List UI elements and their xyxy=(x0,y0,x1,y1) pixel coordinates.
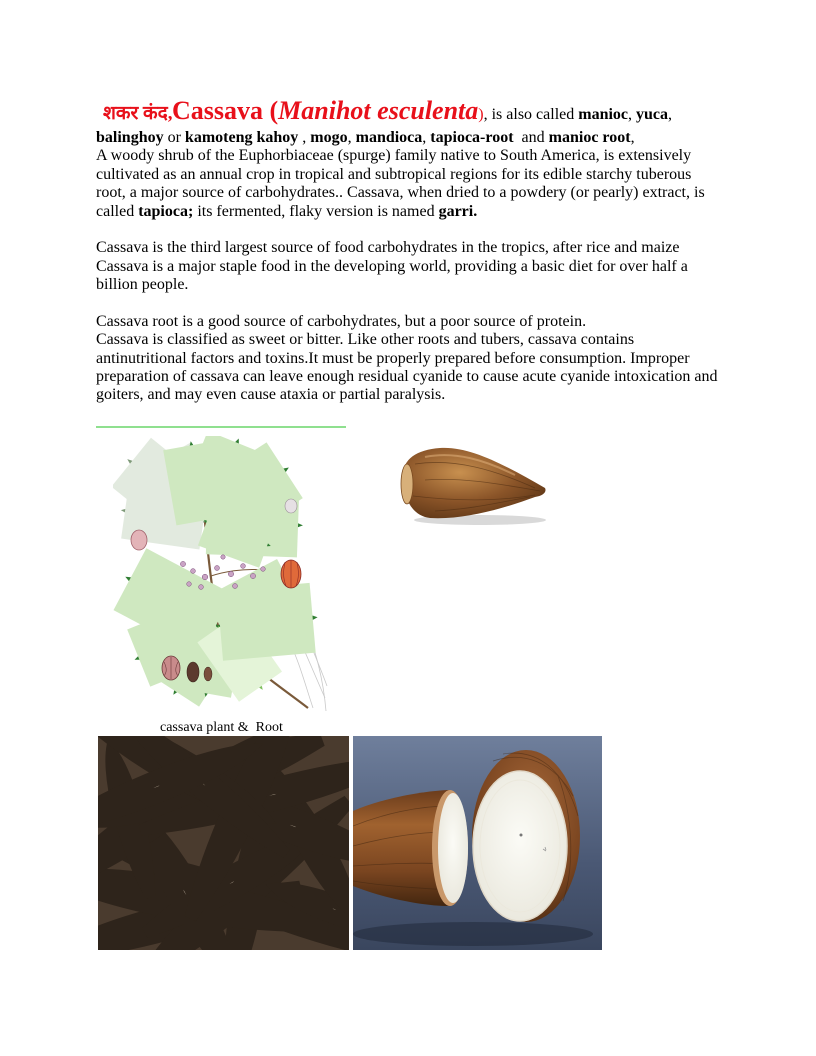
alt-name: manioc root xyxy=(548,129,631,146)
leaf xyxy=(202,515,273,554)
core-dot xyxy=(520,834,523,837)
seed xyxy=(187,662,199,682)
flower xyxy=(261,567,266,572)
paragraph-line: Cassava is the third largest source of food carbohydrates in the tropics, after rice and maize xyxy=(96,239,680,257)
flower xyxy=(202,574,208,580)
paragraph-line: A woody shrub of the Euphorbiaceae (spurge) family native to South America, is extensively xyxy=(96,147,692,165)
term-tapioca: tapioca; xyxy=(138,202,194,220)
flower xyxy=(250,573,255,578)
seed-capsule xyxy=(162,656,180,680)
alt-name: yuca xyxy=(636,106,669,123)
separator: , xyxy=(422,129,431,146)
paragraph-line: antinutritional factors and toxins.It must be properly prepared before consumption. Improper xyxy=(96,349,690,367)
flower xyxy=(199,585,204,590)
flower xyxy=(221,555,225,559)
alt-name: mandioca xyxy=(355,129,423,146)
root-piece-right xyxy=(472,750,580,922)
figure-caption: cassava plant & Root xyxy=(160,720,283,735)
names-line xyxy=(96,129,718,147)
heading-line xyxy=(103,96,672,130)
flower xyxy=(233,584,238,589)
root-piece-left xyxy=(353,790,468,906)
cassava-root-image xyxy=(395,440,555,530)
separator: , xyxy=(668,106,673,123)
term-garri: garri. xyxy=(438,202,478,220)
paragraph-line: billion people. xyxy=(96,276,189,294)
separator: or xyxy=(163,129,185,146)
flower xyxy=(191,569,196,574)
green-divider xyxy=(96,426,346,428)
separator: , xyxy=(298,129,311,146)
root-cut-end xyxy=(401,464,413,504)
alt-name: mogo xyxy=(310,129,348,146)
scientific-name: Manihot esculenta xyxy=(278,96,479,125)
flower xyxy=(228,571,233,576)
blank-line xyxy=(96,295,718,313)
leaf-midrib xyxy=(206,522,267,544)
cut-face xyxy=(473,771,567,921)
paragraph-line: root, a major source of carbohydrates.. Cassava, when dried to a powdery (or pearly) extract, is xyxy=(96,184,705,202)
paragraph-line: Cassava is a major staple food in the developing world, providing a basic diet for over half a xyxy=(96,257,688,275)
separator: and xyxy=(513,129,549,146)
leaf xyxy=(217,606,319,637)
separator: , xyxy=(347,129,356,146)
flower xyxy=(187,582,192,587)
cut-face xyxy=(438,793,468,903)
paragraph-line: Cassava root is a good source of carbohydrates, but a poor source of protein. xyxy=(96,312,587,330)
fruit-capsule xyxy=(281,560,301,588)
alt-name: manioc xyxy=(578,106,629,123)
close-paren: ) xyxy=(478,106,484,123)
alt-name: balinghoy xyxy=(96,129,164,146)
paragraph-line: Cassava is classified as sweet or bitter. Like other roots and tubers, cassava contains xyxy=(96,331,635,349)
flower-bell xyxy=(131,530,147,550)
cassava-plant-illustration xyxy=(113,436,328,716)
flower xyxy=(241,564,246,569)
separator: , xyxy=(630,129,635,146)
alt-name: kamoteng kahoy xyxy=(184,129,299,146)
common-name: Cassava ( xyxy=(172,96,279,125)
dried-roots-photo xyxy=(98,736,349,950)
flower xyxy=(180,561,185,566)
leaf-midrib xyxy=(220,618,313,626)
hindi-name: शकर कंद, xyxy=(103,103,173,124)
shadow xyxy=(353,922,593,946)
alt-name: tapioca-root xyxy=(430,129,514,146)
flower xyxy=(215,566,220,571)
body-text xyxy=(96,129,718,405)
paragraph-line: cultivated as an annual crop in tropical and subtropical regions for its edible starchy tuberous xyxy=(96,165,692,183)
paragraph-line xyxy=(96,203,718,221)
seed xyxy=(204,667,212,681)
paragraph-line: preparation of cassava can leave enough residual cyanide to cause acute cyanide intoxication and xyxy=(96,368,718,386)
paragraph-line: goiters, and may even cause ataxia or partial paralysis. xyxy=(96,386,446,404)
line-text: called xyxy=(96,202,139,220)
separator: , xyxy=(628,106,637,123)
small-flower-drawing xyxy=(285,499,297,513)
also-called-text: , is also called xyxy=(483,106,579,123)
line-text: its fermented, flaky version is named xyxy=(193,202,439,220)
blank-line xyxy=(96,221,718,239)
cut-cassava-photo xyxy=(353,736,602,950)
